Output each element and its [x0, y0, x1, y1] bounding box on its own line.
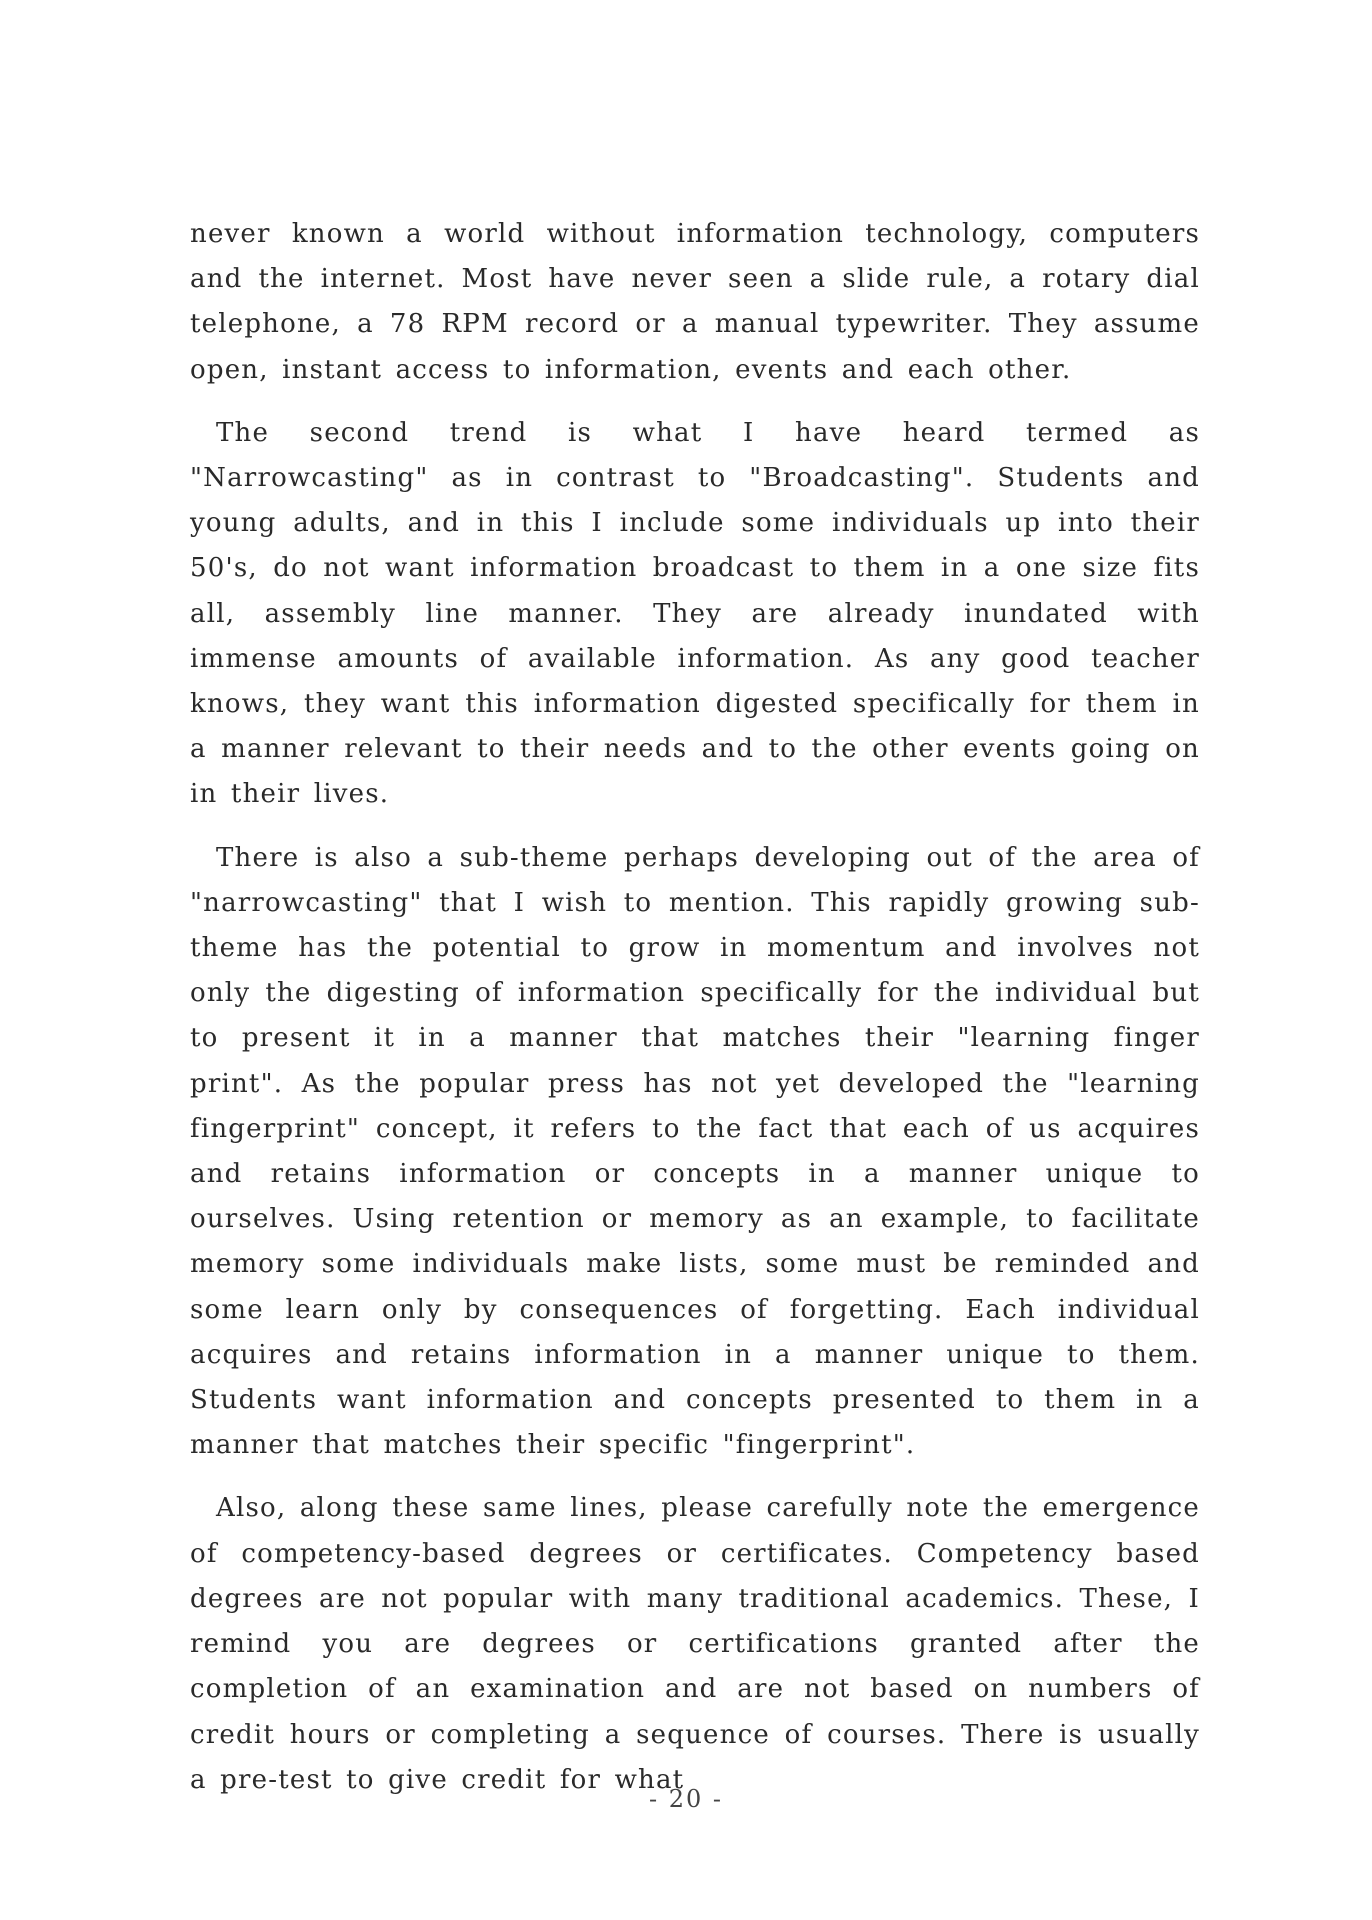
- paragraph-1: never known a world without information technology, computers and the internet. Most have never seen a slide rule, a rotary dial telephone, a 78 RPM record or a manual typewriter. They assume open, instant access to information, events and each other.: [190, 219, 1200, 385]
- paragraph-4: Also, along these same lines, please carefully note the emergence of competency-based degrees or certificates. Competency based degrees are not popular with many traditional academics. These, I remind you are degrees or certifications granted after the completion of an examination and are not based on numbers of credit hours or completing a sequence of courses. There is usually a pre-test to give credit for what: [190, 1493, 1200, 1795]
- paragraph-2: The second trend is what I have heard termed as "Narrowcasting" as in contrast to "Broadcasting". Students and young adults, and in this I include some individuals up into their 50's, do not want information broadcast to them in a one size fits all, assembly line manner. They are already inundated with immense amounts of available information. As any good teacher knows, they want this information digested specifically for them in a manner relevant to their needs and to the other events going on in their lives.: [190, 417, 1200, 810]
- body-text: [190, 212, 1200, 1821]
- paragraph-3: There is also a sub-theme perhaps developing out of the area of "narrowcasting" that I wish to mention. This rapidly growing sub-theme has the potential to grow in momentum and involves not only the digesting of information specifically for the individual but to present it in a manner that matches their "learning finger print". As the popular press has not yet developed the "learning fingerprint" concept, it refers to the fact that each of us acquires and retains information or concepts in a manner unique to ourselves. Using retention or memory as an example, to facilitate memory some individuals make lists, some must be reminded and some learn only by consequences of forgetting. Each individual acquires and retains information in a manner unique to them. Students want information and concepts presented to them in a manner that matches their specific "fingerprint".: [190, 842, 1200, 1461]
- page-number: - 20 -: [648, 1785, 723, 1813]
